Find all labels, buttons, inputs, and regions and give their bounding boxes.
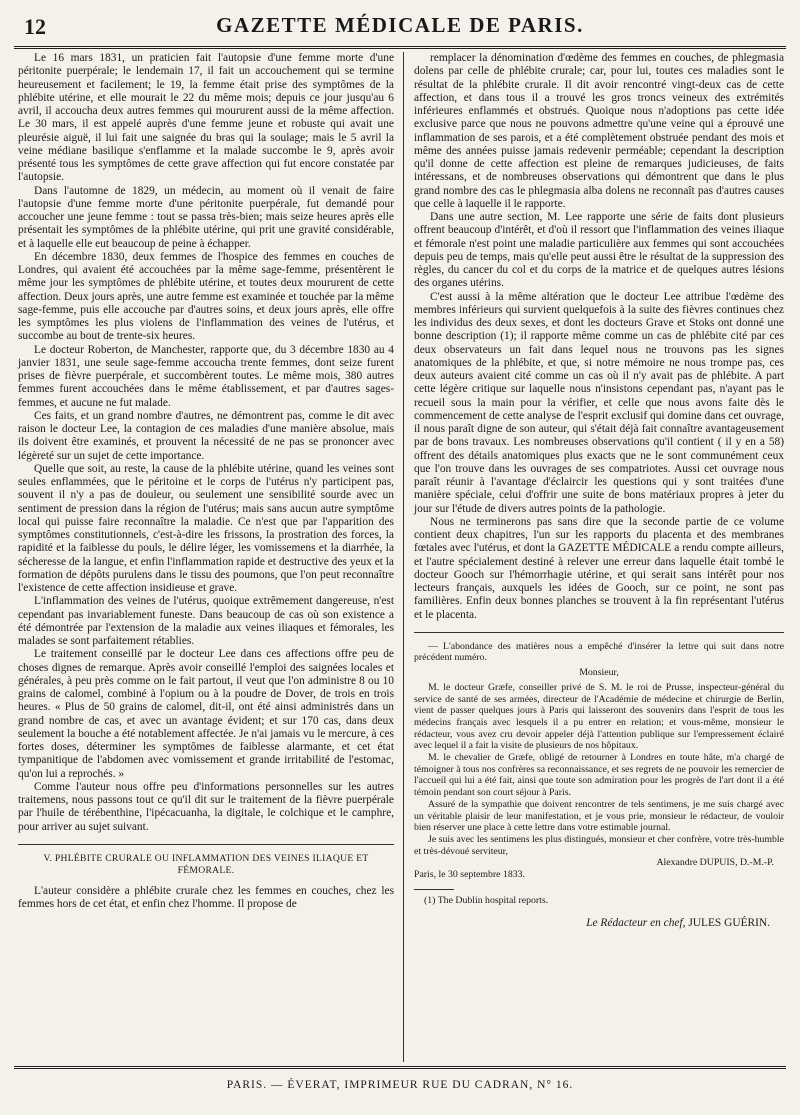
paragraph: L'auteur considère a phlébite crurale chez les femmes en couches, chez les femmes hors de cet état, et enfin chez l'homme. Il propose de bbox=[18, 884, 394, 910]
paragraph: Ces faits, et un grand nombre d'autres, ne démontrent pas, comme le dit avec raison le docteur Lee, la contagion de ces maladies d'une manière absolue, mais ils doivent être examinés, et prouvent la nécessité de ne pas se prononcer avec légèreté sur un sujet de cette importance. bbox=[18, 409, 394, 462]
paragraph: Quelle que soit, au reste, la cause de la phlébite utérine, quand les veines sont seules enflammées, que le péritoine et le corps de l'utérus n'y participent pas, souvent il n'y a pas de douleur, ou seulement une sensibilité sourde avec un sentiment de pression dans la région de l'utérus; mais sans aucun autre symptôme local qui puisse faire reconnaître la maladie. Ce n'est que par l'apparition des symptômes constitutionnels, c'est-à-dire les frissons, la prostration des forces, la rapidité et la faiblesse du pouls, le délire léger, les vomissemens et la diarrhée, la sécheresse de la langue, et enfin l'inflammation rapide et destructive des yeux et la formation de dépôts purulens dans le tissu des poumons, que l'on peut reconnaître l'existence de cette affection insidieuse et grave. bbox=[18, 462, 394, 594]
section-heading: V. PHLÉBITE CRURALE OU INFLAMMATION DES VEINES ILIAQUE ET FÉMORALE. bbox=[43, 852, 369, 876]
column-divider bbox=[403, 52, 404, 1062]
paragraph: Le 16 mars 1831, un praticien fait l'autopsie d'une femme morte d'une péritonite puerpérale; le lendemain 17, il fait un accouchement qui se termine heureusement et facilement; le 19, la femme était prise des symptômes de la phlébite utérine, et elle mourait le 22 du même mois; depuis ce jour jusqu'au 6 avril, il accoucha deux autres femmes qui moururent aussi de la même affection. Le 30 mars, il est appelé auprès d'une femme jeune et robuste qui avait une pleurésie aiguë, il lui fait une saignée du bras qui la soulage; mais le 5 avril la veine médiane basilique s'enflamme et la malade succombe le 9, après avoir présenté tous les symptômes de cette grave affection qui fut encore constatée par l'autopsie. bbox=[18, 52, 394, 184]
paragraph: Dans une autre section, M. Lee rapporte une série de faits dont plusieurs offrent beaucoup d'intérêt, et d'où il ressort que l'inflammation des veines iliaque et fémorale n'est point une maladie particulière aux femmes qui sont accouchées depuis peu de temps, mais qu'elle peut aussi être le résultat de la suppression des règles, du cancer du col et du corps de la matrice et de quelques autres lésions des organes utérins. bbox=[414, 211, 784, 290]
page-number: 12 bbox=[24, 14, 46, 39]
page-header bbox=[14, 12, 786, 49]
editor-signature bbox=[414, 917, 770, 930]
footnote-divider bbox=[414, 889, 454, 890]
paragraph: L'inflammation des veines de l'utérus, quoique extrêmement dangereuse, n'est cependant pas invariablement funeste. Dans beaucoup de cas où son existence a été démontrée par l'extension de la maladie aux veines iliaques et fémorales, les malades se sont parfaitement rétablies. bbox=[18, 595, 394, 647]
section-divider bbox=[18, 844, 394, 845]
journal-title: GAZETTE MÉDICALE DE PARIS. bbox=[216, 13, 584, 37]
paragraph: Le docteur Roberton, de Manchester, rapporte que, du 3 décembre 1830 au 4 janvier 1831, une seule sage-femme accoucha trente femmes, dont seize furent prises de fièvre puerpérale, et succombèrent toutes. Le même mois, 380 autres femmes furent accouchées dans le même établissement, et par d'autres sages-femmes, et aucune ne fut malade. bbox=[18, 343, 394, 409]
paragraph: remplacer la dénomination d'œdème des femmes en couches, de phlegmasia dolens par celle de phlébite crurale; car, pour lui, toutes ces maladies sont le résultat de la phlébite crurale. Il dit avoir rencontré vingt-deux cas de cette affection, et dans tous il a trouvé les gros troncs veineux des extrémités inférieures enflammés et obstrués. Quoique nous n'adoptions pas cette idée exclusive parce que nous ne pouvons admettre qu'une veine qui a éprouvé une inflammation de ses parois, et a été complètement obstruée pendant des mois et même des années puisse jamais redevenir perméable; cependant la description qu'il donne de cette affection est pleine de remarques judicieuses, de faits intéressans, et de nombreuses observations qui démontrent que dans le plus grand nombre des cas le phlegmasia alba dolens ne reconnaît pas d'autres causes que celle à laquelle il le rapporte. bbox=[414, 52, 784, 210]
editor-name: JULES GUÉRIN. bbox=[688, 917, 770, 930]
paragraph: Nous ne terminerons pas sans dire que la seconde partie de ce volume contient deux chapitres, l'un sur les rapports du placenta et des membranes fœtales avec l'utérus, et dont la GAZETTE MÉDICALE a rendu compte ailleurs, et l'autre spécialement destiné à relever une erreur dans laquelle était tombé le docteur Gooch sur l'hémorrhagie utérine, et qui serait sans intérêt pour nos lecteurs français, auxquels les idées de Gooch, sur ce point, ne sont pas familières. Enfin deux bonnes planches se trouvent à la fin représentant l'utérus et le placenta. bbox=[414, 515, 784, 621]
paragraph: Le traitement conseillé par le docteur Lee dans ces affections offre peu de choses dignes de remarque. Après avoir conseillé l'emploi des saignées locales et générales, à peu près comme on le fait partout, il veut que l'on administre 8 ou 10 grains de calomel, combiné à l'opium ou à la poudre de Dover, de trois en trois heures. « Plus de 50 grains de calomel, dit-il, ont été ainsi administrés dans un grand nombre de cas, et avec un avantage évident; et sur 170 cas, dans deux seulement la bouche a été notablement affectée. Je n'ai jamais vu le mercure, à ces fortes doses, déterminer les symptômes de faiblesse alarmante, et cet état tympanitique de l'abdomen avec vomissement et grande irritabilité de l'estomac, qu'on lui a reprochés. » bbox=[18, 648, 394, 780]
letter-intro: — L'abondance des matières nous a empêché d'insérer la lettre qui suit dans notre précédent numéro. bbox=[414, 640, 784, 664]
letter-paragraph: Assuré de la sympathie que doivent rencontrer de tels sentimens, je me suis chargé avec un véritable plaisir de leur manifestation, et je vous prie, monsieur le rédacteur, de vouloir bien réserver une place à cette lettre dans votre estimable journal. bbox=[414, 798, 784, 834]
letter-paragraph: Je suis avec les sentimens les plus distingués, monsieur et cher confrère, votre très-humble et très-dévoué serviteur, bbox=[414, 834, 784, 857]
page-footer bbox=[14, 1066, 786, 1109]
letter-salutation: Monsieur, bbox=[579, 667, 619, 679]
letter-signature: Alexandre DUPUIS, D.-M.-P. bbox=[656, 857, 774, 869]
letter bbox=[414, 641, 784, 881]
left-column bbox=[18, 52, 394, 911]
right-column bbox=[414, 52, 784, 930]
paragraph: Comme l'auteur nous offre peu d'informations personnelles sur les autres traitemens, nous passons tout ce qu'il dit sur le traitement de la fièvre puerpérale par l'huile de térébenthine, l'ipécacuanha, la digitale, le colchique et le camphre, pour arriver au sujet suivant. bbox=[18, 780, 394, 833]
imprint: PARIS. — ÉVERAT, IMPRIMEUR RUE DU CADRAN, N° 16. bbox=[226, 1079, 574, 1091]
footnote: (1) The Dublin hospital reports. bbox=[424, 894, 549, 906]
letter-divider bbox=[414, 632, 784, 633]
editor-label: Le Rédacteur en chef, bbox=[586, 917, 686, 930]
letter-paragraph: M. le docteur Græfe, conseiller privé de S. M. le roi de Prusse, inspecteur-général du service de santé de ses armées, directeur de l'Académie de médecine et chirurgie de Berlin, vient de passer quelques jours à Paris qui laisseront des souvenirs dans l'esprit de tous les médecins français avec lesquels il a pu entrer en relation; et vous-même, monsieur le rédacteur, vous avez cru devoir appeler déjà l'attention publique sur l'empressement éclairé avec lequel il a fait la visite de plusieurs de nos hôpitaux. bbox=[414, 681, 784, 752]
paragraph: Dans l'automne de 1829, un médecin, au moment où il venait de faire l'autopsie d'une femme morte d'une péritonite puerpérale, fut demandé pour accoucher une jeune femme : tout se passa très-bien; mais seize heures après elle présentait les symptômes de la phlébite utérine, qui prit une gravité considérable, et à laquelle elle eut beaucoup de peine à échapper. bbox=[18, 184, 394, 250]
letter-paragraph: M. le chevalier de Græfe, obligé de retourner à Londres en toute hâte, m'a chargé de témoigner à tous nos confrères sa reconnaissance, et ses regrets de ne pouvoir les remercier de l'accueil qui lui a été fait, ainsi que toute son admiration pour les progrès de l'art dont il a été témoin pendant son court séjour à Paris. bbox=[414, 752, 784, 799]
paragraph: En décembre 1830, deux femmes de l'hospice des femmes en couches de Londres, qui avaient été accouchées par la même sage-femme, présentèrent le même jour les symptômes de phlébite utérine, et toutes deux moururent de cette affection. Deux jours après, une autre femme est examinée et touchée par la même sage-femme, puis elle accouche par d'autres soins, et deux jours après, elle offre les symptômes les plus violens de l'inflammation des veines de l'utérus, et succombe au bout de trente-six heures. bbox=[18, 250, 394, 343]
paragraph: C'est aussi à la même altération que le docteur Lee attribue l'œdème des membres inférieurs qui survient quelquefois à la suite des fièvres continues chez les individus des deux sexes, et dont les docteurs Grave et Stoks ont donné une bonne description (1); il rapporte même comme un cas de phlébite cité par ces deux observateurs un fait dans lequel nous ne trouvons pas les signes anatomiques de la phlébite, et que, si notre mémoire ne nous trompe pas, ces deux auteurs avaient cité comme un cas où il n'y avait pas de phlébite. A part cette légère critique sur laquelle nous n'insistons cependant pas, n'ayant pas le recueil sous la main pour la vérifier, et celle que nous avons faite dès le commencement de cette analyse de l'esprit exclusif qui domine dans cet ouvrage, il nous paraît digne de son auteur, qui s'était déjà fait connaître avantageusement par de bons travaux. Les nombreuses observations qu'il contient ( il y en a 58) offrent des détails anatomiques plus exacts que ne le sont communément ceux que l'on trouve dans les ouvrages de ses compatriotes. Aussi cet ouvrage nous paraît réunir à l'avantage d'éclaircir les questions qui y sont traitées d'une manière spéciale, celui d'offrir une suite de bons matériaux propres à jeter du jour sur l'étude de divers autres points de la pathologie. bbox=[414, 290, 784, 515]
letter-date: Paris, le 30 septembre 1833. bbox=[414, 869, 526, 881]
